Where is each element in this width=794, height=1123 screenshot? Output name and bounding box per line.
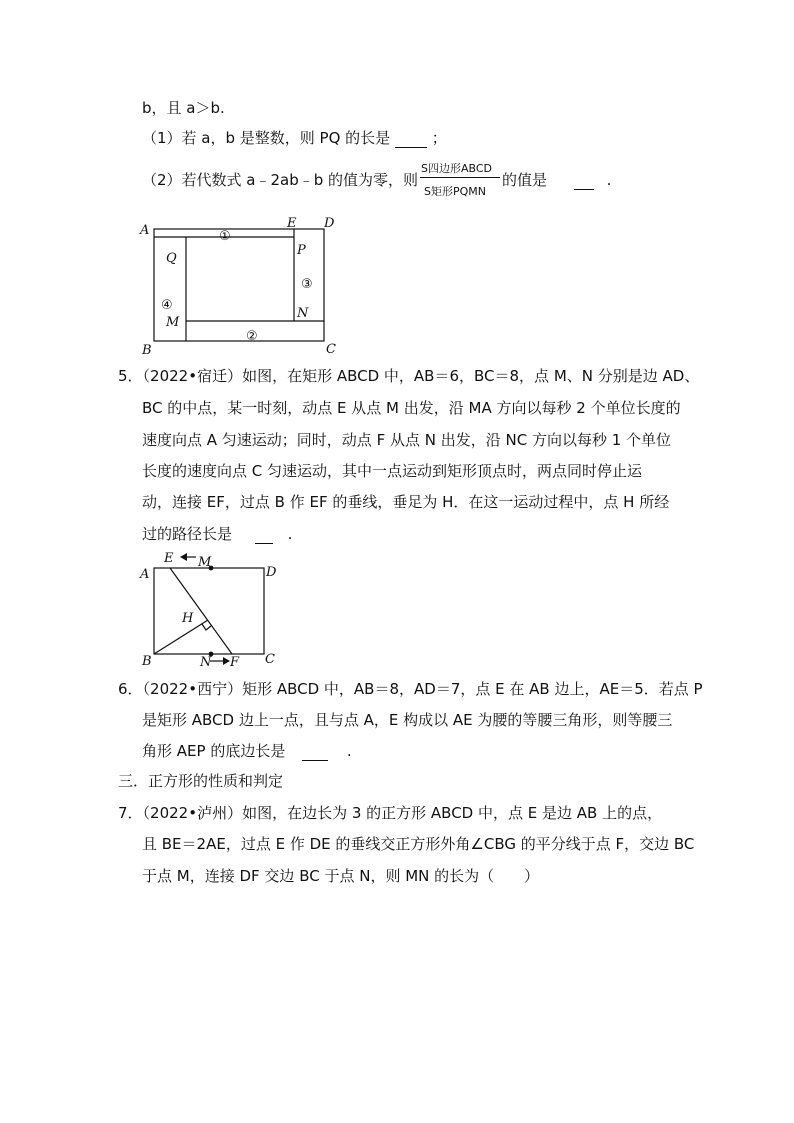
label-D: D <box>266 565 277 580</box>
segment-bh <box>154 620 208 654</box>
label-D: D <box>324 216 335 231</box>
q6-line-3-text: 角形 AEP 的底边长是 <box>142 742 286 760</box>
region-2-label: ② <box>246 329 258 344</box>
fraction-denominator: S矩形PQMN <box>424 185 486 198</box>
label-A: A <box>140 567 150 582</box>
q4-part-2-suffix-text: 的值是 <box>502 171 548 189</box>
region-1-label: ① <box>219 229 231 244</box>
q6-line-3 <box>142 741 352 761</box>
answer-blank[interactable] <box>574 173 594 190</box>
q5-line-3: 速度向点 A 匀速运动；同时，动点 F 从点 N 出发，沿 NC 方向以每秒 1 个单位 <box>142 431 672 449</box>
label-E: E <box>287 216 297 231</box>
rect-abcd <box>154 568 264 654</box>
region-3-label: ③ <box>301 277 313 292</box>
label-B: B <box>142 343 152 358</box>
q4-part-2-suffix <box>502 170 611 190</box>
segment-ef <box>170 568 232 654</box>
arrow-f-head <box>223 657 230 665</box>
q5-line-5: 动，连接 EF，过点 B 作 EF 的垂线，垂足为 H．在这一运动过程中，点 H 所经 <box>142 493 670 511</box>
q7-line-3: 于点 M，连接 DF 交边 BC 于点 N，则 MN 的长为（ ） <box>142 867 540 885</box>
figure-q5 <box>138 550 288 672</box>
right-angle-mark <box>202 624 211 630</box>
label-N: N <box>297 306 309 321</box>
q5-line-1: 5．（2022•宿迁）如图，在矩形 ABCD 中，AB＝6，BC＝8，点 M、N 分别是边 AD、 <box>118 367 700 385</box>
q5-line-4: 长度的速度向点 C 匀速运动，其中一点运动到矩形顶点时，两点同时停止运 <box>142 462 643 480</box>
q5-line-6-end: . <box>287 525 293 543</box>
label-A: A <box>140 223 150 238</box>
q6-line-1: 6．（2022•西宁）矩形 ABCD 中，AB＝8，AD＝7，点 E 在 AB 边上，AE＝5．若点 P <box>118 680 703 698</box>
label-E: E <box>164 551 174 566</box>
q4-line-1: b，且 a＞b. <box>142 99 225 117</box>
figure-q4 <box>134 214 344 358</box>
fraction-bar <box>420 177 500 178</box>
section-heading: 三．正方形的性质和判定 <box>118 772 284 790</box>
label-C: C <box>265 652 275 667</box>
q5-line-6 <box>142 524 292 544</box>
region-4-label: ④ <box>161 298 173 313</box>
label-F: F <box>230 655 240 670</box>
label-C: C <box>326 342 336 357</box>
label-Q: Q <box>166 251 177 266</box>
q7-line-1: 7．（2022•泸州）如图，在边长为 3 的正方形 ABCD 中，点 E 是边 AB 上的点， <box>118 804 663 822</box>
q4-part-2-end: . <box>606 171 612 189</box>
label-M: M <box>198 555 212 570</box>
q6-line-3-end: . <box>346 742 352 760</box>
q4-part-1-end: ； <box>431 129 447 147</box>
label-M: M <box>166 315 180 330</box>
label-B: B <box>142 654 152 669</box>
q6-line-2: 是矩形 ABCD 边上一点，且与点 A，E 构成以 AE 为腰的等腰三角形，则等腰三 <box>142 711 673 729</box>
label-P: P <box>297 243 306 258</box>
q4-part-2-prefix: （2）若代数式 a﹣2ab﹣b 的值为零，则 <box>142 171 419 189</box>
answer-blank[interactable] <box>255 527 273 544</box>
fraction-numerator: S四边形ABCD <box>421 162 493 175</box>
answer-blank[interactable] <box>395 131 427 148</box>
label-H: H <box>182 611 194 626</box>
q4-part-1 <box>142 128 447 148</box>
arrow-e-head <box>180 553 187 561</box>
q5-line-6-text: 过的路径长是 <box>142 525 233 543</box>
q7-line-2: 且 BE＝2AE，过点 E 作 DE 的垂线交正方形外角∠CBG 的平分线于点 F，交边 BC <box>142 835 695 853</box>
label-N: N <box>200 655 212 670</box>
q5-line-2: BC 的中点，某一时刻，动点 E 从点 M 出发，沿 MA 方向以每秒 2 个单位长度的 <box>142 399 681 417</box>
q4-part-1-text: （1）若 a，b 是整数，则 PQ 的长是 <box>142 129 391 147</box>
answer-blank[interactable] <box>302 744 328 761</box>
